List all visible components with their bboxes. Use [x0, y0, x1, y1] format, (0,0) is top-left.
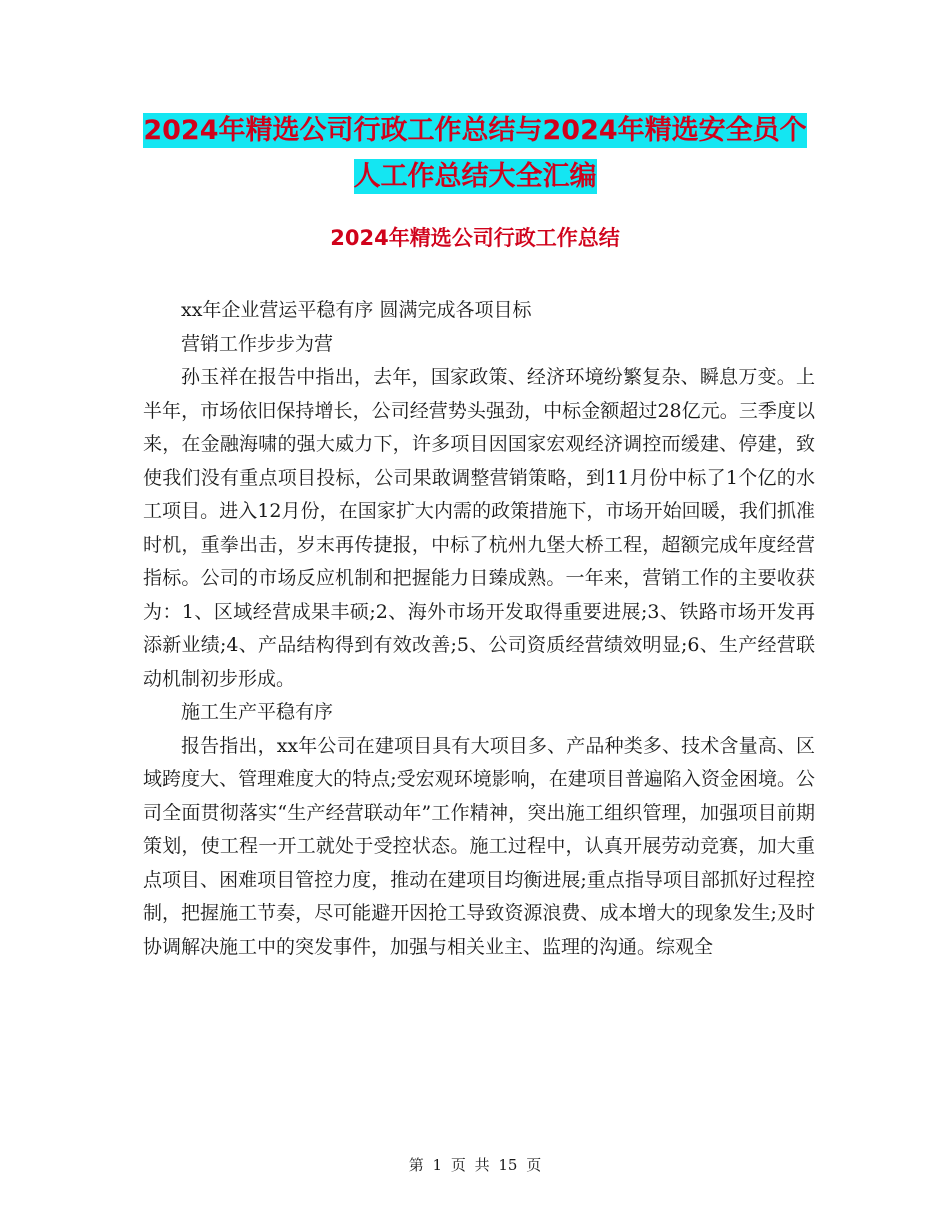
paragraph-construction: 报告指出，xx年公司在建项目具有大项目多、产品种类多、技术含量高、区域跨度大、管理难度大的特点;受宏观环境影响，在建项目普遍陷入资金困境。公司全面贯彻落实“生产经营联动年”工作精神，突出施工组织管理，加强项目前期策划，使工程一开工就处于受控状态。施工过程中，认真开展劳动竞赛，加大重点项目、困难项目管控力度，推动在建项目均衡进展;重点指导项目部抓好过程控制，把握施工节奏，尽可能避开因抢工导致资源浪费、成本增大的现象发生;及时协调解决施工中的突发事件，加强与相关业主、监理的沟通。综观全: [143, 734, 815, 958]
paragraph-heading-2: 营销工作步步为营: [181, 332, 334, 355]
main-title-line-1: 2024年精选公司行政工作总结与2024年精选安全员个: [143, 115, 807, 146]
main-title-line-2: 人工作总结大全汇编: [353, 161, 597, 192]
page-footer: 第 1 页 共 15 页: [408, 1156, 542, 1174]
paragraph-marketing: 孙玉祥在报告中指出，去年，国家政策、经济环境纷繁复杂、瞬息万变。上半年，市场依旧保持增长，公司经营势头强劲，中标金额超过28亿元。三季度以来，在金融海啸的强大威力下，许多项目因国家宏观经济调控而缓建、停建，致使我们没有重点项目投标，公司果敢调整营销策略，到11月份中标了1个亿的水工项目。进入12月份，在国家扩大内需的政策措施下，市场开始回暖，我们抓准时机，重拳出击，岁末再传捷报，中标了杭州九堡大桥工程，超额完成年度经营指标。公司的市场反应机制和把握能力日臻成熟。一年来，营销工作的主要收获为：1、区域经营成果丰硕;2、海外市场开发取得重要进展;3、铁路市场开发再添新业绩;4、产品结构得到有效改善;5、公司资质经营绩效明显;6、生产经营联动机制初步形成。: [143, 366, 815, 690]
document-main-title: [0, 108, 950, 200]
paragraph-heading-3: 施工生产平稳有序: [181, 701, 334, 723]
paragraph-heading-1: xx年企业营运平稳有序 圆满完成各项目标: [181, 299, 532, 321]
section-title: 2024年精选公司行政工作总结: [330, 226, 620, 250]
document-body: [143, 294, 815, 964]
